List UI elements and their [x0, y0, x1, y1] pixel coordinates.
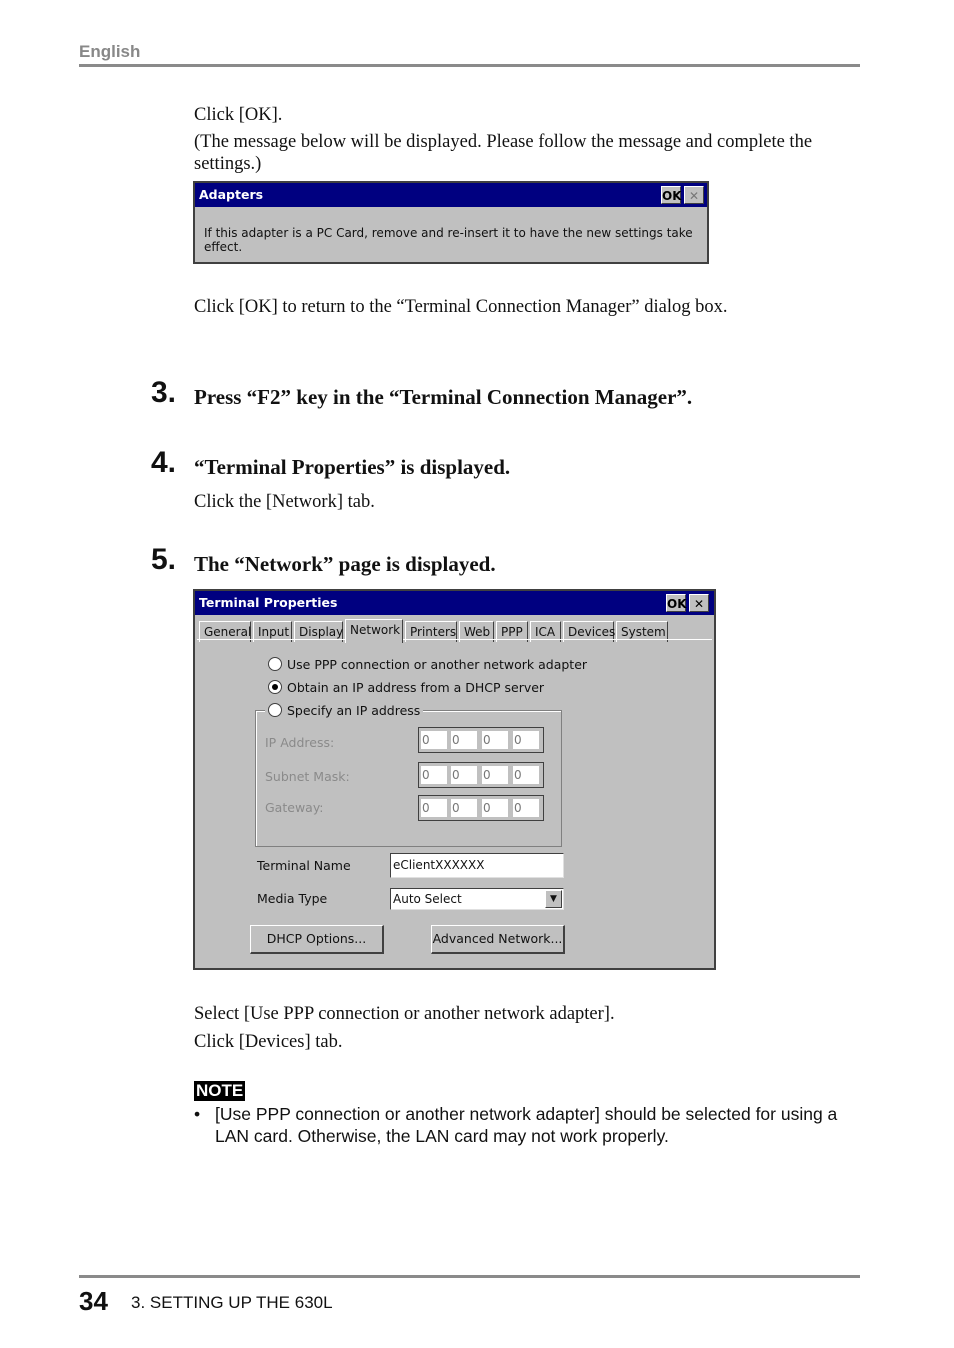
message-note-text: (The message below will be displayed. Please follow the message and complete the settings.): [194, 132, 813, 174]
ip-seg-4[interactable]: 0: [513, 731, 539, 749]
terminal-properties-dialog: [193, 589, 716, 970]
footer-rule: [79, 1275, 860, 1278]
terminal-name-input[interactable]: eClientXXXXXX: [390, 853, 564, 878]
subnet-mask-field[interactable]: [418, 762, 544, 788]
section-title: 3. SETTING UP THE 630L: [131, 1293, 333, 1312]
subnet-mask-label: Subnet Mask:: [265, 769, 350, 784]
subnet-seg-2[interactable]: 0: [451, 766, 477, 784]
step-3-title: Press “F2” key in the “Terminal Connection Manager”.: [194, 385, 693, 409]
step-3-number: 3.: [151, 376, 177, 409]
advanced-network-button[interactable]: Advanced Network...: [431, 925, 565, 954]
adapters-titlebar: [195, 183, 707, 207]
tab-ppp[interactable]: PPP: [496, 621, 528, 642]
gateway-seg-1[interactable]: 0: [421, 799, 447, 817]
tab-web[interactable]: Web: [459, 621, 494, 642]
ip-seg-3[interactable]: 0: [482, 731, 508, 749]
tab-input[interactable]: Input: [253, 621, 292, 642]
dhcp-options-button[interactable]: DHCP Options...: [250, 925, 384, 954]
note-bullet-text: [Use PPP connection or another network adapter] should be selected for using a LAN card. Otherwise, the LAN card may not work properly.: [215, 1104, 838, 1146]
tab-network[interactable]: Network: [345, 619, 403, 643]
media-type-label: Media Type: [257, 891, 328, 906]
tab-general[interactable]: General: [199, 621, 251, 642]
step-4-number: 4.: [151, 446, 177, 479]
radio-ppp[interactable]: [268, 657, 282, 671]
click-devices-text: Click [Devices] tab.: [194, 1032, 343, 1052]
header-language: English: [79, 42, 141, 61]
step-5-number: 5.: [151, 543, 177, 576]
gateway-label: Gateway:: [265, 800, 324, 815]
terminal-title: Terminal Properties: [199, 595, 338, 610]
step-4-title: “Terminal Properties” is displayed.: [194, 455, 511, 479]
gateway-field[interactable]: [418, 795, 544, 821]
terminal-name-label: Terminal Name: [257, 858, 351, 873]
subnet-seg-3[interactable]: 0: [482, 766, 508, 784]
click-ok-text: Click [OK].: [194, 105, 283, 125]
terminal-ok-button[interactable]: OK: [666, 594, 686, 612]
chevron-down-icon[interactable]: ▼: [545, 890, 562, 908]
tab-printers[interactable]: Printers: [405, 621, 457, 642]
radio-specify-label[interactable]: Specify an IP address: [287, 703, 421, 718]
radio-specify[interactable]: [268, 703, 282, 717]
tab-devices[interactable]: Devices: [563, 621, 614, 642]
radio-dhcp-label[interactable]: Obtain an IP address from a DHCP server: [287, 680, 545, 695]
radio-dhcp[interactable]: [268, 680, 282, 694]
bullet-icon: •: [194, 1104, 201, 1124]
adapters-dialog: [193, 181, 709, 264]
page-number: 34: [79, 1286, 108, 1316]
ip-address-field[interactable]: [418, 727, 544, 753]
subnet-seg-1[interactable]: 0: [421, 766, 447, 784]
terminal-titlebar: [195, 591, 714, 615]
select-ppp-text: Select [Use PPP connection or another network adapter].: [194, 1004, 615, 1024]
gateway-seg-2[interactable]: 0: [451, 799, 477, 817]
step-4-text: Click the [Network] tab.: [194, 492, 375, 512]
note-label: NOTE: [196, 1081, 244, 1100]
subnet-seg-4[interactable]: 0: [513, 766, 539, 784]
return-instruction: Click [OK] to return to the “Terminal Connection Manager” dialog box.: [194, 297, 728, 317]
step-5-title: The “Network” page is displayed.: [194, 552, 496, 576]
media-type-value: Auto Select: [393, 892, 462, 906]
tab-ica[interactable]: ICA: [530, 621, 561, 642]
adapters-title: Adapters: [199, 187, 264, 202]
ip-address-label: IP Address:: [265, 735, 335, 750]
ip-seg-1[interactable]: 0: [421, 731, 447, 749]
tab-display[interactable]: Display: [294, 621, 343, 642]
tab-system[interactable]: System: [616, 621, 668, 642]
radio-ppp-label[interactable]: Use PPP connection or another network adapter: [287, 657, 588, 672]
header-rule: [79, 64, 860, 67]
terminal-close-icon[interactable]: ✕: [689, 594, 709, 612]
media-type-select[interactable]: [390, 888, 564, 910]
adapters-ok-button[interactable]: OK: [661, 186, 681, 204]
ip-seg-2[interactable]: 0: [451, 731, 477, 749]
gateway-seg-3[interactable]: 0: [482, 799, 508, 817]
gateway-seg-4[interactable]: 0: [513, 799, 539, 817]
adapters-close-icon[interactable]: ✕: [684, 186, 704, 204]
adapters-message: If this adapter is a PC Card, remove and re-insert it to have the new settings take effect.: [204, 226, 693, 254]
